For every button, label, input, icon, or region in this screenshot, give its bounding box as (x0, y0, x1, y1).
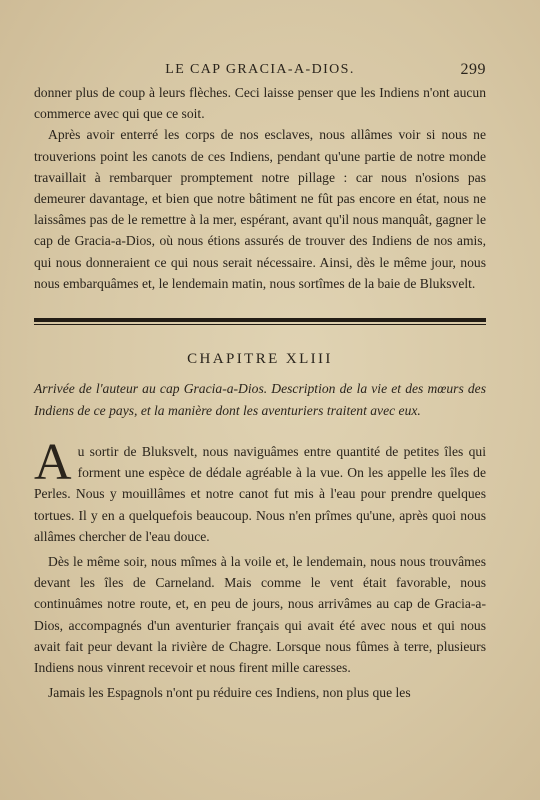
drop-cap: A (34, 434, 72, 492)
chapter-summary: Arrivée de l'auteur au cap Gracia-a-Dios. Description de la vie et des mœurs des Indiens de ce pays, et la manière dont les aventuriers traitent avec eux. (34, 381, 486, 418)
paragraph-departure (34, 434, 486, 547)
paragraph-continuation: donner plus de coup à leurs flèches. Ceci laisse penser que les Indiens n'ont aucun commerce avec qui que ce soit. (34, 85, 486, 122)
paragraph-burial: Après avoir enterré les corps de nos esclaves, nous allâmes voir si nous ne trouverions point les canots de ces Indiens, pendant qu'une partie de notre monde travaillait à rembarquer promptement notre pillage : car nous n'osions pas demeurer davantage, et bien que notre bâtiment ne fût pas encore en état, nous ne laissâmes pas de le remettre à la mer, espérant, avant qu'il nous manquât, gagner le cap de Gracia-a-Dios, où nous étions assurés de trouver des Indiens de nos amis, qui nous donneraient ce qui nous serait nécessaire. Ainsi, dès le même jour, nous nous embarquâmes et, le lendemain matin, nous sortîmes de la baie de Bluksvelt. (34, 127, 486, 291)
chapter-separator-rule (34, 318, 486, 325)
book-page (34, 62, 486, 703)
chapter-title: CHAPITRE XLIII (187, 351, 333, 368)
running-head-title: LE CAP GRACIA-A-DIOS. (165, 62, 355, 77)
paragraph-arrival: Dès le même soir, nous mîmes à la voile et, le lendemain, nous nous trouvâmes devant les îles de Carneland. Mais comme le vent était favorable, nous continuâmes notre route, et, en peu de jours, nous arrivâmes au cap de Gracia-a-Dios, accompagnés d'un aventurier français qui avait été avec nous et qui nous avait fait peur devant la rivière de Chagre. Lorsque nous fûmes à terre, plusieurs Indiens nous vinrent recevoir et nous firent mille caresses. (34, 554, 486, 676)
page-number: 299 (460, 61, 486, 78)
paragraph-spaniards: Jamais les Espagnols n'ont pu réduire ces Indiens, non plus que les (48, 685, 411, 701)
separator-thick-line (34, 318, 486, 322)
running-head (34, 62, 486, 82)
paragraph-departure-text: u sortir de Bluksvelt, nous naviguâmes entre quantité de petites îles qui forment une espèce de dédale agréable à la vue. On les appelle les îles de Perles. Nous y mouillâmes et notre canot fut mis à l'eau pour prendre quelques tortues. Il y en a quelquefois beaucoup. Nous n'en prîmes qu'une, après quoi nous allâmes chercher de l'eau douce. (34, 444, 486, 544)
separator-thin-line (34, 324, 486, 325)
